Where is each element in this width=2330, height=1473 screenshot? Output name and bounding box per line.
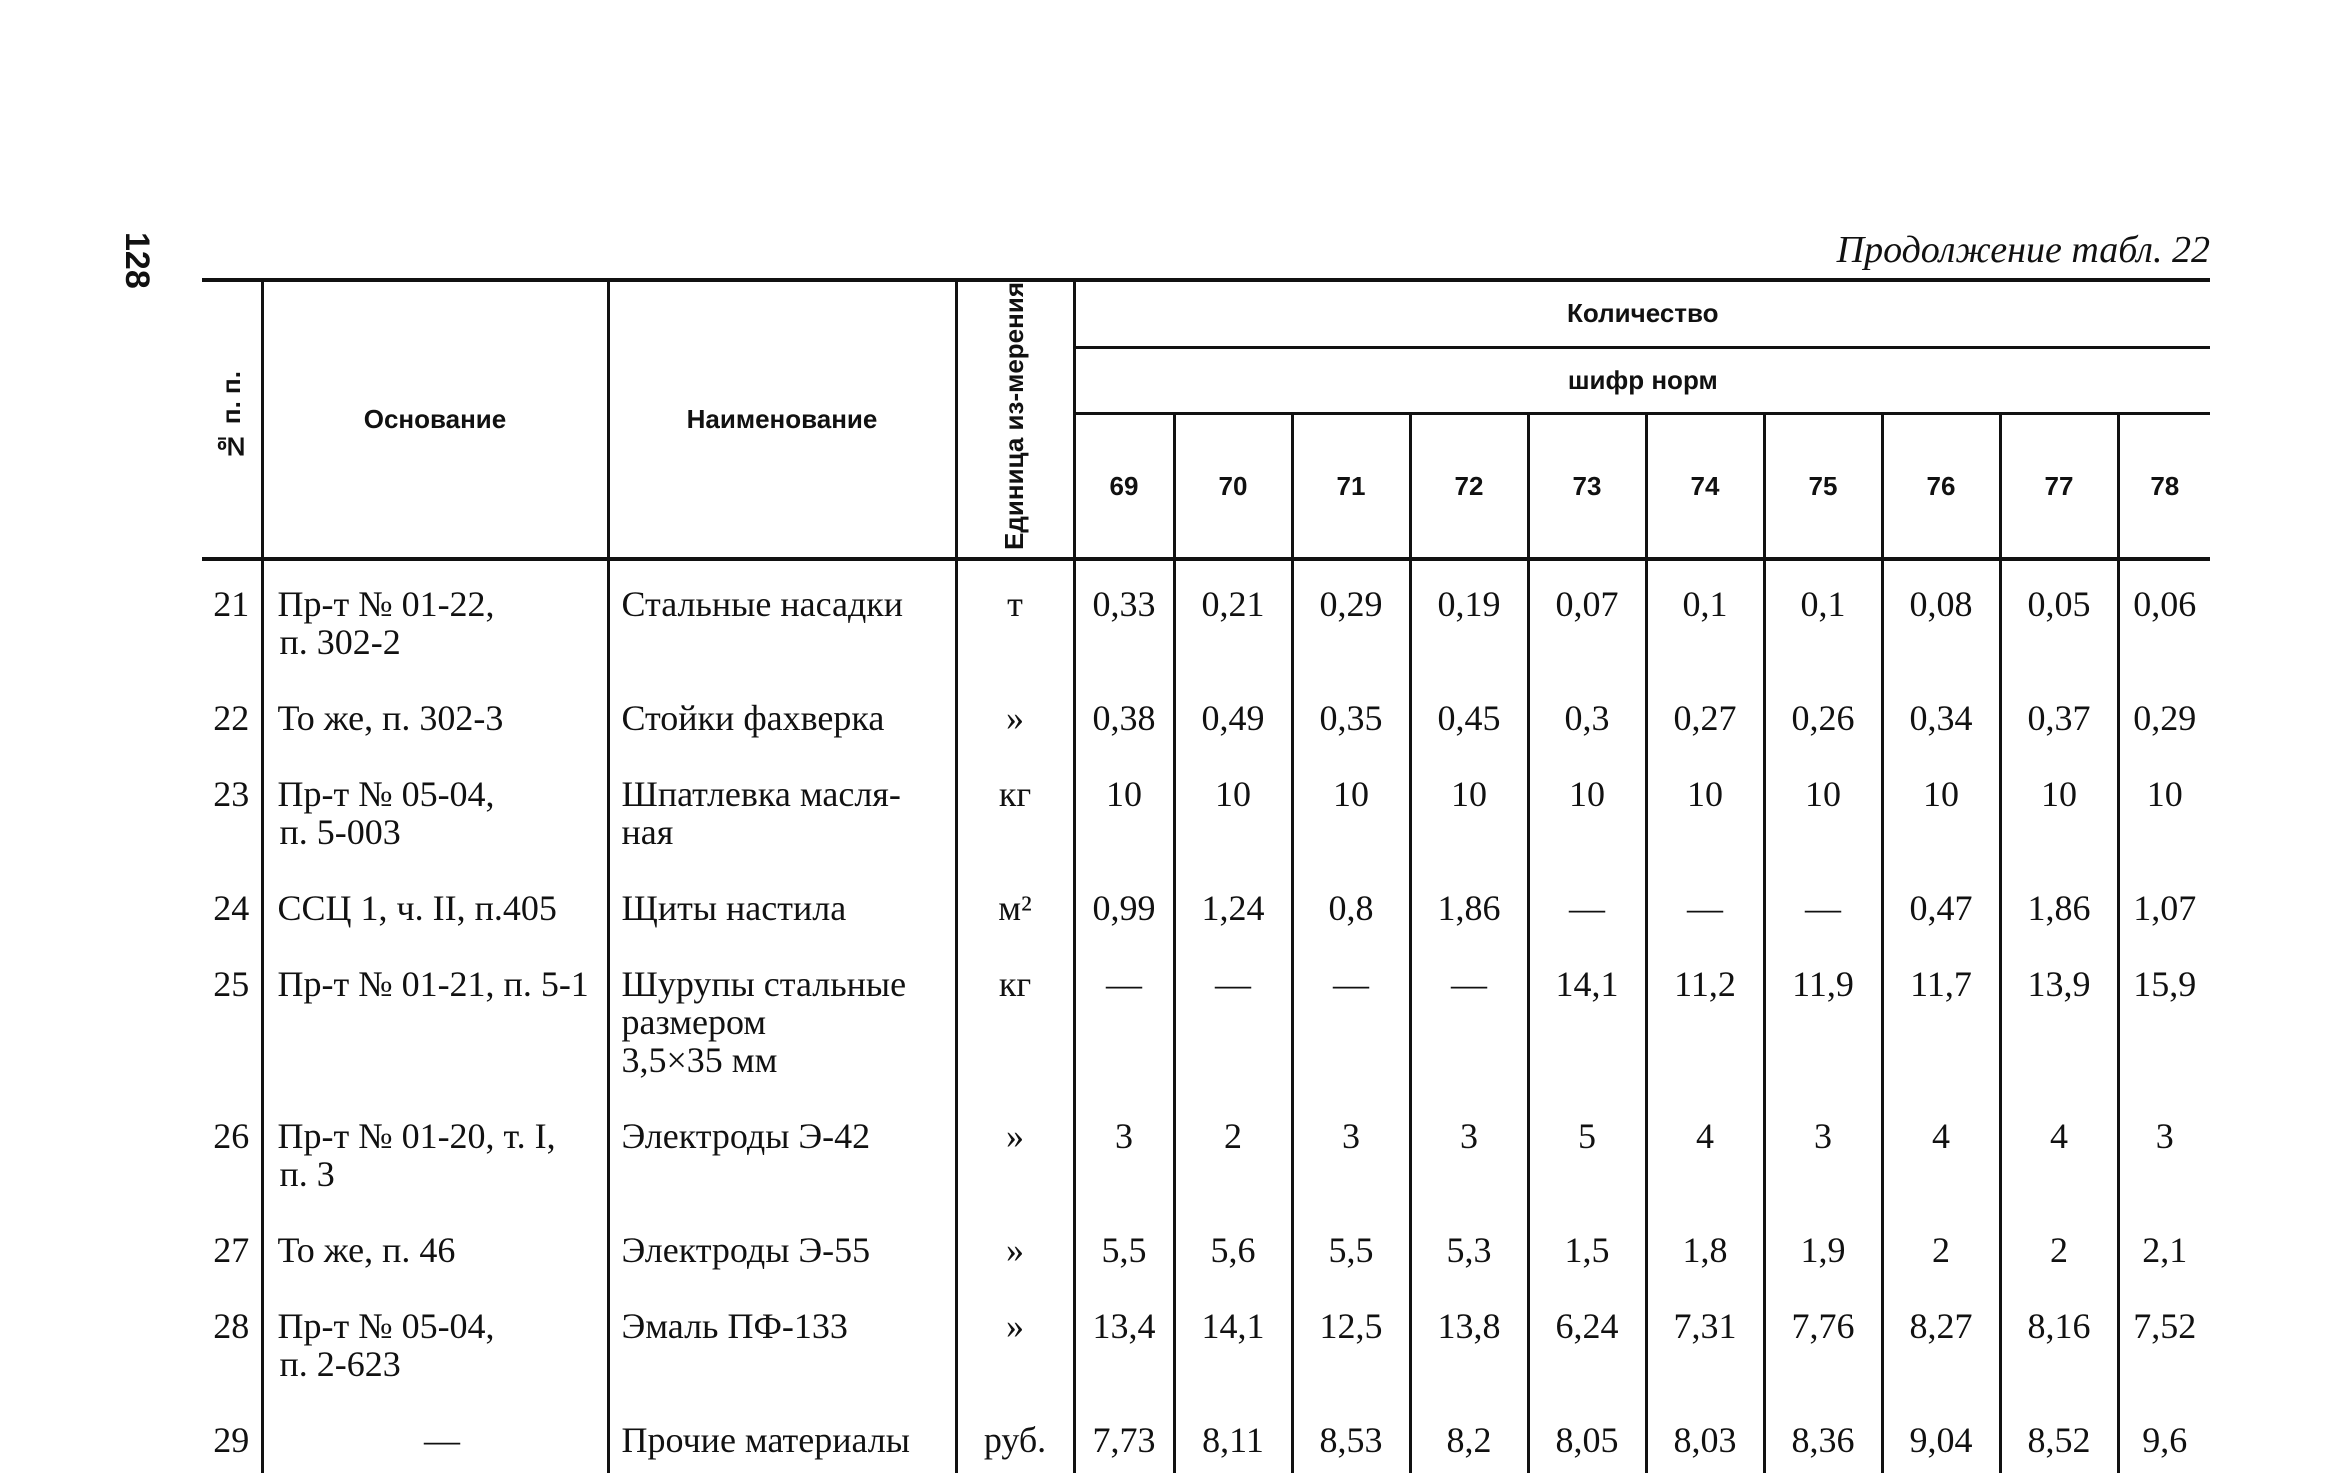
value-cell-76: 8,27 — [1882, 1283, 2000, 1397]
page-number: 128 — [118, 232, 156, 289]
name-line: Шпатлевка масля- — [621, 773, 901, 814]
row-number: 28 — [202, 1283, 262, 1397]
basis-cell — [262, 941, 608, 1093]
header-code-69: 69 — [1074, 414, 1174, 559]
header-code-70: 70 — [1174, 414, 1292, 559]
row-number: 26 — [202, 1093, 262, 1207]
basis-cell — [262, 1207, 608, 1283]
basis-line: Пр-т № 05-04, — [277, 773, 495, 814]
unit-cell: кг — [956, 751, 1074, 865]
value-cell-75: 1,9 — [1764, 1207, 1882, 1283]
value-cell-72: 10 — [1410, 751, 1528, 865]
value-cell-77: 10 — [2000, 751, 2118, 865]
value-cell-69: 5,5 — [1074, 1207, 1174, 1283]
value-cell-74: 8,03 — [1646, 1397, 1764, 1473]
value-cell-73: 1,5 — [1528, 1207, 1646, 1283]
name-line: Прочие материалы — [621, 1419, 910, 1460]
value-cell-71: 3 — [1292, 1093, 1410, 1207]
value-cell-73: 14,1 — [1528, 941, 1646, 1093]
basis-line: Пр-т № 01-20, т. I, — [277, 1115, 556, 1156]
table-row — [202, 675, 2210, 751]
table-caption: Продолжение табл. 22 — [1836, 229, 2210, 271]
name-line: Электроды Э-42 — [621, 1115, 871, 1156]
header-code-76: 76 — [1882, 414, 2000, 559]
table-row — [202, 1397, 2210, 1473]
value-cell-73: 8,05 — [1528, 1397, 1646, 1473]
value-cell-70: 1,24 — [1174, 865, 1292, 941]
basis-line: п. 3 — [279, 1153, 335, 1194]
value-cell-69: — — [1074, 941, 1174, 1093]
header-basis: Основание — [262, 280, 608, 559]
header-code-71: 71 — [1292, 414, 1410, 559]
unit-cell: » — [956, 675, 1074, 751]
value-cell-71: 0,35 — [1292, 675, 1410, 751]
basis-line: Пр-т № 01-21, п. 5-1 — [277, 963, 589, 1004]
value-cell-77: 0,37 — [2000, 675, 2118, 751]
value-cell-70: 14,1 — [1174, 1283, 1292, 1397]
value-cell-70: 0,21 — [1174, 559, 1292, 675]
value-cell-72: 0,45 — [1410, 675, 1528, 751]
header-norm-code: шифр норм — [1074, 347, 2210, 414]
value-cell-74: — — [1646, 865, 1764, 941]
name-line: Эмаль ПФ-133 — [621, 1305, 848, 1346]
value-cell-70: — — [1174, 941, 1292, 1093]
row-number: 27 — [202, 1207, 262, 1283]
basis-cell — [262, 559, 608, 675]
row-number: 21 — [202, 559, 262, 675]
value-cell-69: 3 — [1074, 1093, 1174, 1207]
value-cell-74: 7,31 — [1646, 1283, 1764, 1397]
name-line: размером — [621, 1001, 767, 1042]
header-code-78: 78 — [2118, 414, 2210, 559]
value-cell-71: 5,5 — [1292, 1207, 1410, 1283]
value-cell-73: 0,07 — [1528, 559, 1646, 675]
name-cell — [608, 1093, 956, 1207]
value-cell-69: 10 — [1074, 751, 1174, 865]
header-name: Наименование — [608, 280, 956, 559]
value-cell-70: 10 — [1174, 751, 1292, 865]
name-line: 3,5×35 мм — [621, 1039, 778, 1080]
name-line: Щиты настила — [621, 887, 847, 928]
value-cell-75: 8,36 — [1764, 1397, 1882, 1473]
header-code-74: 74 — [1646, 414, 1764, 559]
value-cell-76: 11,7 — [1882, 941, 2000, 1093]
value-cell-78: 9,6 — [2118, 1397, 2210, 1473]
value-cell-76: 4 — [1882, 1093, 2000, 1207]
name-cell — [608, 675, 956, 751]
basis-line: — — [424, 1419, 460, 1460]
value-cell-72: 5,3 — [1410, 1207, 1528, 1283]
name-line: Электроды Э-55 — [621, 1229, 871, 1270]
value-cell-75: 0,26 — [1764, 675, 1882, 751]
basis-cell — [262, 1093, 608, 1207]
value-cell-75: 3 — [1764, 1093, 1882, 1207]
row-number: 25 — [202, 941, 262, 1093]
basis-cell — [262, 865, 608, 941]
basis-cell — [262, 1397, 608, 1473]
value-cell-71: 12,5 — [1292, 1283, 1410, 1397]
basis-line: То же, п. 302-3 — [277, 697, 504, 738]
value-cell-74: 11,2 — [1646, 941, 1764, 1093]
name-cell — [608, 865, 956, 941]
unit-cell: т — [956, 559, 1074, 675]
value-cell-78: 1,07 — [2118, 865, 2210, 941]
header-code-75: 75 — [1764, 414, 1882, 559]
header-code-77: 77 — [2000, 414, 2118, 559]
row-number: 23 — [202, 751, 262, 865]
value-cell-70: 5,6 — [1174, 1207, 1292, 1283]
value-cell-76: 0,47 — [1882, 865, 2000, 941]
value-cell-74: 10 — [1646, 751, 1764, 865]
basis-cell — [262, 751, 608, 865]
value-cell-72: 1,86 — [1410, 865, 1528, 941]
header-unit: Единица из-мерения — [956, 280, 1074, 559]
value-cell-73: 5 — [1528, 1093, 1646, 1207]
header-quantity: Количество — [1074, 280, 2210, 347]
basis-cell — [262, 1283, 608, 1397]
norms-table — [202, 278, 2210, 1473]
basis-line: п. 5-003 — [279, 811, 401, 852]
name-cell — [608, 1283, 956, 1397]
unit-cell: » — [956, 1283, 1074, 1397]
value-cell-74: 1,8 — [1646, 1207, 1764, 1283]
value-cell-73: 10 — [1528, 751, 1646, 865]
value-cell-69: 13,4 — [1074, 1283, 1174, 1397]
table-row — [202, 941, 2210, 1093]
value-cell-72: 13,8 — [1410, 1283, 1528, 1397]
value-cell-75: 11,9 — [1764, 941, 1882, 1093]
value-cell-69: 0,38 — [1074, 675, 1174, 751]
value-cell-73: — — [1528, 865, 1646, 941]
name-line: Стойки фахверка — [621, 697, 885, 738]
table-row — [202, 1093, 2210, 1207]
value-cell-72: 3 — [1410, 1093, 1528, 1207]
value-cell-77: 8,16 — [2000, 1283, 2118, 1397]
basis-line: Пр-т № 05-04, — [277, 1305, 495, 1346]
unit-cell: руб. — [956, 1397, 1074, 1473]
name-cell — [608, 1207, 956, 1283]
value-cell-77: 4 — [2000, 1093, 2118, 1207]
value-cell-75: 10 — [1764, 751, 1882, 865]
unit-cell: » — [956, 1207, 1074, 1283]
row-number: 22 — [202, 675, 262, 751]
value-cell-78: 10 — [2118, 751, 2210, 865]
value-cell-73: 6,24 — [1528, 1283, 1646, 1397]
value-cell-76: 0,08 — [1882, 559, 2000, 675]
basis-line: Пр-т № 01-22, — [277, 583, 495, 624]
value-cell-74: 4 — [1646, 1093, 1764, 1207]
value-cell-69: 7,73 — [1074, 1397, 1174, 1473]
value-cell-76: 9,04 — [1882, 1397, 2000, 1473]
unit-cell: » — [956, 1093, 1074, 1207]
value-cell-75: 7,76 — [1764, 1283, 1882, 1397]
value-cell-78: 2,1 — [2118, 1207, 2210, 1283]
value-cell-76: 2 — [1882, 1207, 2000, 1283]
table-row — [202, 751, 2210, 865]
header-row-number: № п. п. — [202, 280, 262, 559]
value-cell-77: 2 — [2000, 1207, 2118, 1283]
value-cell-70: 8,11 — [1174, 1397, 1292, 1473]
value-cell-78: 7,52 — [2118, 1283, 2210, 1397]
value-cell-70: 0,49 — [1174, 675, 1292, 751]
header-code-72: 72 — [1410, 414, 1528, 559]
value-cell-69: 0,99 — [1074, 865, 1174, 941]
value-cell-71: 0,8 — [1292, 865, 1410, 941]
name-line: ная — [621, 811, 674, 852]
value-cell-71: — — [1292, 941, 1410, 1093]
value-cell-75: 0,1 — [1764, 559, 1882, 675]
basis-line: п. 302-2 — [279, 621, 401, 662]
basis-cell — [262, 675, 608, 751]
value-cell-71: 0,29 — [1292, 559, 1410, 675]
value-cell-76: 0,34 — [1882, 675, 2000, 751]
value-cell-78: 15,9 — [2118, 941, 2210, 1093]
value-cell-77: 8,52 — [2000, 1397, 2118, 1473]
value-cell-78: 0,06 — [2118, 559, 2210, 675]
value-cell-77: 1,86 — [2000, 865, 2118, 941]
value-cell-73: 0,3 — [1528, 675, 1646, 751]
name-line: Шурупы стальные — [621, 963, 907, 1004]
row-number: 29 — [202, 1397, 262, 1473]
value-cell-77: 13,9 — [2000, 941, 2118, 1093]
basis-line: ССЦ 1, ч. II, п.405 — [277, 887, 557, 928]
header-code-73: 73 — [1528, 414, 1646, 559]
value-cell-78: 0,29 — [2118, 675, 2210, 751]
value-cell-69: 0,33 — [1074, 559, 1174, 675]
basis-line: То же, п. 46 — [277, 1229, 456, 1270]
value-cell-75: — — [1764, 865, 1882, 941]
row-number: 24 — [202, 865, 262, 941]
value-cell-71: 8,53 — [1292, 1397, 1410, 1473]
name-cell — [608, 559, 956, 675]
value-cell-71: 10 — [1292, 751, 1410, 865]
value-cell-72: 8,2 — [1410, 1397, 1528, 1473]
value-cell-74: 0,27 — [1646, 675, 1764, 751]
unit-cell: м² — [956, 865, 1074, 941]
value-cell-72: 0,19 — [1410, 559, 1528, 675]
name-cell — [608, 1397, 956, 1473]
name-cell — [608, 751, 956, 865]
value-cell-72: — — [1410, 941, 1528, 1093]
value-cell-77: 0,05 — [2000, 559, 2118, 675]
basis-line: п. 2-623 — [279, 1343, 401, 1384]
table-row — [202, 1283, 2210, 1397]
table-row — [202, 1207, 2210, 1283]
unit-cell: кг — [956, 941, 1074, 1093]
value-cell-70: 2 — [1174, 1093, 1292, 1207]
name-line: Стальные насадки — [621, 583, 904, 624]
value-cell-78: 3 — [2118, 1093, 2210, 1207]
value-cell-74: 0,1 — [1646, 559, 1764, 675]
table-row — [202, 865, 2210, 941]
table-row — [202, 559, 2210, 675]
name-cell — [608, 941, 956, 1093]
value-cell-76: 10 — [1882, 751, 2000, 865]
